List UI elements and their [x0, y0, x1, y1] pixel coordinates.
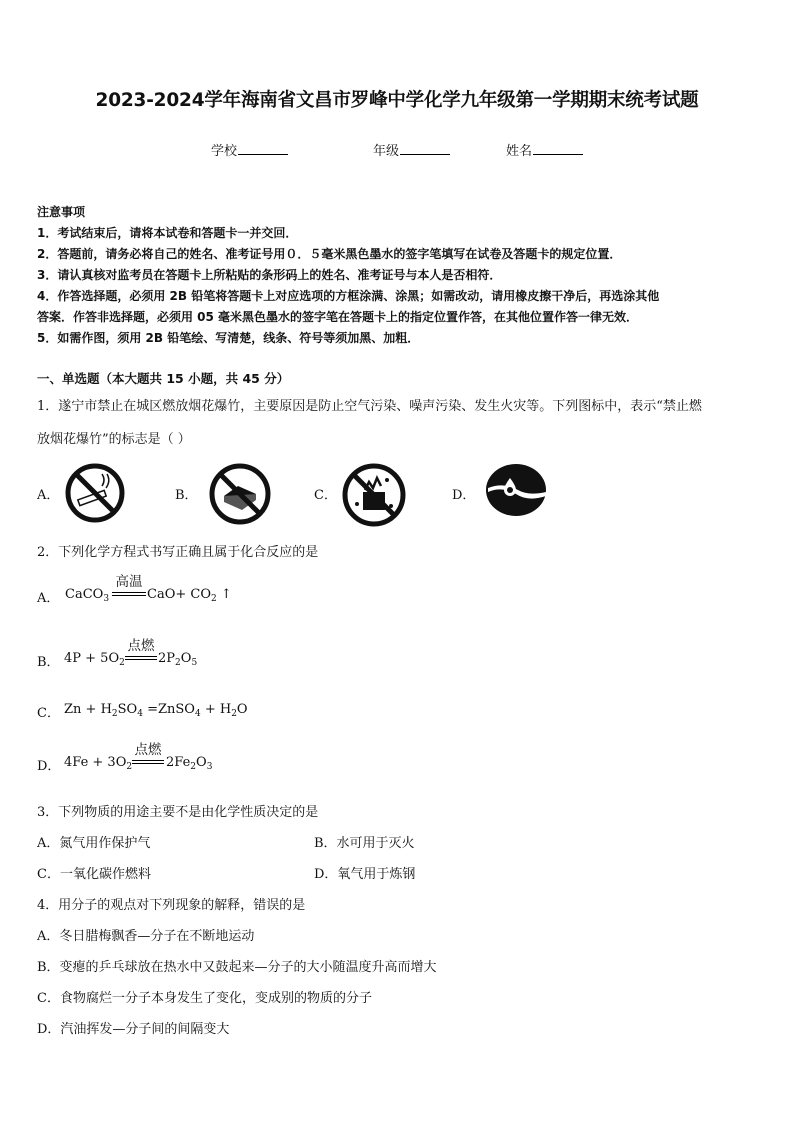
- name-label: 姓名: [506, 144, 533, 159]
- equation-products: $2Fe_2O_3$: [166, 755, 213, 772]
- option-label: B．: [37, 655, 60, 670]
- grade-label: 年级: [373, 144, 400, 159]
- question-1-stem-cont: 放烟花爆竹”的标志是（ ）: [37, 432, 191, 447]
- q3-option-c[interactable]: C．一氧化碳作燃料: [37, 867, 151, 882]
- q4-option-c[interactable]: C．食物腐烂一分子本身发生了变化，变成别的物质的分子: [37, 991, 372, 1006]
- question-4-stem: 4．用分子的观点对下列现象的解释，错误的是: [37, 898, 306, 913]
- q4-option-b[interactable]: B．变瘪的乒乓球放在热水中又鼓起来—分子的大小随温度升高而增大: [37, 960, 437, 975]
- equation-products: $CaO+ CO_2$ ↑: [147, 587, 232, 604]
- q1-option-a[interactable]: [37, 462, 137, 524]
- notice-item: 1．考试结束后，请将本试卷和答题卡一并交回．: [37, 226, 298, 240]
- student-info-row: [0, 140, 794, 160]
- equation-reactant: $4P + 5O_2$: [64, 651, 125, 668]
- no-vehicle-icon: [208, 462, 272, 526]
- equals-sign: [112, 592, 146, 596]
- option-label: D．: [452, 488, 476, 503]
- page-title: 2023-2024学年海南省文昌市罗峰中学化学九年级第一学期期末统考试题: [95, 90, 699, 111]
- equation-reactant: $4Fe + 3O_2$: [64, 755, 133, 772]
- q2-option-a[interactable]: [37, 570, 437, 610]
- question-3-stem: 3．下列物质的用途主要不是由化学性质决定的是: [37, 805, 319, 820]
- no-fireworks-icon: [341, 462, 407, 528]
- q1-option-c[interactable]: [314, 462, 414, 524]
- option-label: A．: [37, 488, 60, 503]
- option-label: B．: [175, 488, 198, 503]
- grade-field: [373, 140, 450, 159]
- name-field: [506, 140, 583, 159]
- q3-option-a[interactable]: A．氮气用作保护气: [37, 836, 151, 851]
- equation-reactant: CaCO$_3$: [65, 587, 110, 604]
- notice-item: 4．作答选择题，必须用 2B 铅笔将答题卡上对应选项的方框涂满、涂黑；如需改动，请用橡皮擦干净后，再选涂其他: [37, 289, 660, 303]
- q4-option-a[interactable]: A．冬日腊梅飘香—分子在不断地运动: [37, 929, 255, 944]
- no-smoking-icon: [64, 462, 126, 524]
- q3-option-b[interactable]: B．水可用于灭火: [314, 836, 415, 851]
- option-label: C．: [314, 488, 337, 503]
- option-label: A．: [37, 591, 60, 606]
- q3-option-d[interactable]: D．氧气用于炼钢: [314, 867, 416, 882]
- water-saving-icon: [484, 462, 548, 520]
- question-2-stem: 2．下列化学方程式书写正确且属于化合反应的是: [37, 545, 319, 560]
- school-field: [211, 140, 288, 159]
- section-heading: 一、单选题（本大题共 15 小题，共 45 分）: [37, 371, 290, 386]
- reaction-condition: 点燃: [134, 742, 162, 758]
- notice-item: 5．如需作图，须用 2B 铅笔绘、写清楚，线条、符号等须加黑、加粗．: [37, 331, 420, 345]
- option-label: D．: [37, 759, 61, 774]
- q1-option-b[interactable]: [175, 462, 275, 524]
- school-label: 学校: [211, 144, 238, 159]
- reaction-condition: 高温: [115, 574, 143, 590]
- equation-products: $2P_2O_5$: [158, 651, 198, 668]
- grade-blank[interactable]: [400, 142, 450, 155]
- equation: $Zn + H_2SO_4$ =ZnSO$_4$ + $H_2O$: [64, 702, 248, 719]
- q2-option-d[interactable]: [37, 738, 437, 778]
- q1-option-d[interactable]: [452, 462, 562, 524]
- equals-sign: [125, 656, 157, 660]
- notice-heading: 注意事项: [37, 205, 86, 219]
- q2-option-c[interactable]: [37, 700, 437, 722]
- reaction-condition: 点燃: [127, 638, 155, 654]
- name-blank[interactable]: [533, 142, 583, 155]
- q4-option-d[interactable]: D．汽油挥发—分子间的间隔变大: [37, 1022, 230, 1037]
- school-blank[interactable]: [238, 142, 288, 155]
- notice-item: 答案．作答非选择题，必须用 05 毫米黑色墨水的签字笔在答题卡上的指定位置作答，在其他位置作答一律无效．: [37, 310, 639, 324]
- q2-option-b[interactable]: [37, 634, 437, 674]
- equals-sign: [132, 760, 164, 764]
- notice-item: 2．答题前，请务必将自己的姓名、准考证号用０．５毫米黑色墨水的签字笔填写在试卷及答题卡的规定位置．: [37, 247, 622, 261]
- notice-item: 3．请认真核对监考员在答题卡上所粘贴的条形码上的姓名、准考证号与本人是否相符．: [37, 268, 502, 282]
- question-1-stem: 1．遂宁市禁止在城区燃放烟花爆竹，主要原因是防止空气污染、噪声污染、发生火灾等。下列图标中，表示“禁止燃: [37, 399, 702, 414]
- option-label: C．: [37, 706, 60, 721]
